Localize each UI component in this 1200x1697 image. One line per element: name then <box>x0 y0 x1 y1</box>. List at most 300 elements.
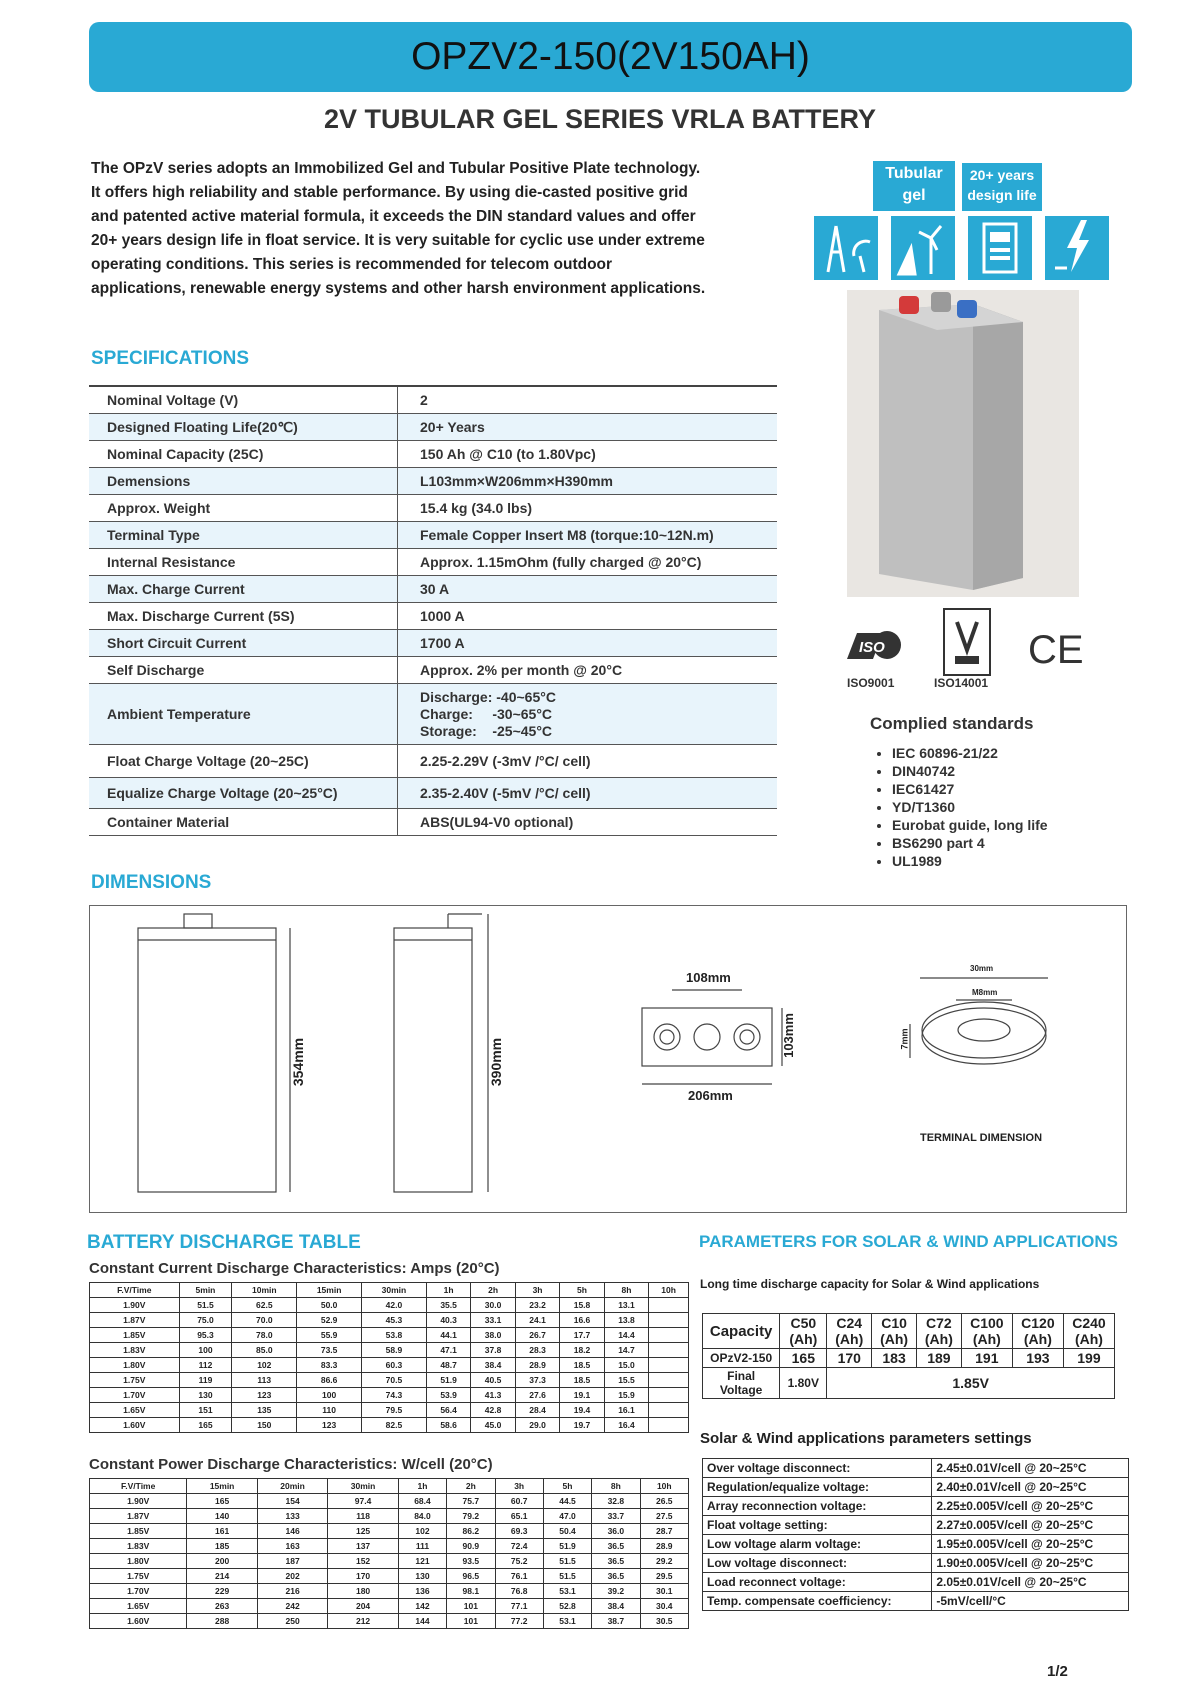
table-cell: 77.2 <box>495 1614 543 1629</box>
table-cell: 214 <box>187 1569 257 1584</box>
standard-item: • Eurobat guide, long life <box>892 816 1172 834</box>
column-header: 10h <box>649 1283 689 1298</box>
table-cell: 119 <box>179 1373 232 1388</box>
table-cell: 16.6 <box>560 1313 604 1328</box>
table-cell: 100 <box>179 1343 232 1358</box>
setting-key: Low voltage alarm voltage: <box>703 1535 932 1554</box>
table-cell: 78.0 <box>232 1328 297 1343</box>
capacity-header: C120 (Ah) <box>1012 1314 1063 1349</box>
ce-mark: CE <box>1028 628 1084 672</box>
table-cell: 50.4 <box>543 1524 591 1539</box>
table-cell: 69.3 <box>495 1524 543 1539</box>
spec-value: 2 <box>398 386 778 414</box>
spec-row <box>89 441 777 468</box>
setting-value: 1.95±0.005V/cell @ 20~25°C <box>932 1535 1129 1554</box>
table-cell: 15.5 <box>604 1373 648 1388</box>
setting-row <box>703 1459 1129 1478</box>
table-cell: 29.5 <box>640 1569 688 1584</box>
table-cell: 130 <box>398 1569 446 1584</box>
table-row <box>90 1403 689 1418</box>
table-cell: 70.5 <box>362 1373 427 1388</box>
table-cell: 84.0 <box>398 1509 446 1524</box>
setting-value: 2.45±0.01V/cell @ 20~25°C <box>932 1459 1129 1478</box>
table-cell: 40.3 <box>426 1313 470 1328</box>
table-cell: 26.7 <box>515 1328 559 1343</box>
table-cell: 18.5 <box>560 1358 604 1373</box>
page-number: 1/2 <box>1047 1663 1068 1680</box>
table-cell: 74.3 <box>362 1388 427 1403</box>
capacity-value: 191 <box>961 1349 1012 1368</box>
standard-item: • UL1989 <box>892 852 1172 870</box>
capacity-value: 165 <box>780 1349 827 1368</box>
subtitle: 2V TUBULAR GEL SERIES VRLA BATTERY <box>323 104 877 134</box>
spec-key: Nominal Capacity (25C) <box>89 441 398 468</box>
capacity-value: 199 <box>1063 1349 1114 1368</box>
spec-row <box>89 657 777 684</box>
table-cell: 44.1 <box>426 1328 470 1343</box>
table-cell: 38.7 <box>592 1614 640 1629</box>
svg-text:ISO: ISO <box>859 639 885 656</box>
feature-design-life: 20+ years design life <box>962 163 1042 211</box>
table-row <box>90 1343 689 1358</box>
intro-paragraph: The OPzV series adopts an Immobilized Gel and Tubular Positive Plate technology. It offers high reliability and stable performance. By using die-casted positive grid and patented active material formula, it exceeds the DIN standard values and offer 20+ years design life in float service. It is very suitable for cyclic use under extreme operating conditions. This series is recommended for telecom outdoor applications, renewable energy systems and other harsh environment applications. <box>91 160 706 297</box>
setting-row <box>703 1516 1129 1535</box>
spec-value: 1000 A <box>398 603 778 630</box>
table-cell <box>649 1358 689 1373</box>
capacity-header: C50 (Ah) <box>780 1314 827 1349</box>
capacity-header-row <box>703 1314 1115 1349</box>
table-cell: 30.0 <box>471 1298 515 1313</box>
spec-key: Demensions <box>89 468 398 495</box>
terminal-outer-label: 30mm <box>970 964 994 973</box>
table-cell: 13.8 <box>604 1313 648 1328</box>
spec-row <box>89 630 777 657</box>
column-header: 2h <box>471 1283 515 1298</box>
spec-row <box>89 414 777 441</box>
capacity-caption: Long time discharge capacity for Solar & Wind applications <box>700 1277 1040 1291</box>
table-cell: 19.7 <box>560 1418 604 1433</box>
setting-row <box>703 1592 1129 1611</box>
column-header: 10h <box>640 1479 688 1494</box>
top-length-label: 206mm <box>688 1088 733 1103</box>
table-cell: 36.0 <box>592 1524 640 1539</box>
table-cell: 51.5 <box>543 1569 591 1584</box>
cc-title: Constant Current Discharge Characteristics: Amps (20°C) <box>89 1260 500 1277</box>
table-cell: 111 <box>398 1539 446 1554</box>
table-cell: 51.9 <box>426 1373 470 1388</box>
table-row <box>90 1584 689 1599</box>
table-cell <box>649 1388 689 1403</box>
constant-power-table <box>89 1478 689 1629</box>
table-cell: 68.4 <box>398 1494 446 1509</box>
table-cell: 60.7 <box>495 1494 543 1509</box>
table-cell: 242 <box>257 1599 327 1614</box>
final-voltage-label: Final Voltage <box>703 1368 780 1399</box>
table-row <box>90 1373 689 1388</box>
table-cell: 19.4 <box>560 1403 604 1418</box>
table-cell: 28.3 <box>515 1343 559 1358</box>
table-cell: 75.0 <box>179 1313 232 1328</box>
table-cell: 77.1 <box>495 1599 543 1614</box>
table-cell: 14.7 <box>604 1343 648 1358</box>
table-cell: 137 <box>328 1539 398 1554</box>
column-header: 2h <box>447 1479 495 1494</box>
table-cell: 37.8 <box>471 1343 515 1358</box>
final-voltage-row <box>703 1368 1115 1399</box>
setting-value: 1.90±0.005V/cell @ 20~25°C <box>932 1554 1129 1573</box>
table-cell: 212 <box>328 1614 398 1629</box>
spec-key: Approx. Weight <box>89 495 398 522</box>
spec-row <box>89 468 777 495</box>
table-cell: 101 <box>447 1599 495 1614</box>
table-cell: 1.75V <box>90 1373 180 1388</box>
spec-row <box>89 745 777 778</box>
capacity-value: 193 <box>1012 1349 1063 1368</box>
capacity-header: C24 (Ah) <box>827 1314 872 1349</box>
setting-row <box>703 1478 1129 1497</box>
column-header: 1h <box>426 1283 470 1298</box>
table-cell: 73.5 <box>297 1343 362 1358</box>
table-cell: 163 <box>257 1539 327 1554</box>
table-cell: 16.4 <box>604 1418 648 1433</box>
table-row <box>90 1494 689 1509</box>
table-cell: 1.90V <box>90 1494 187 1509</box>
table-cell: 82.5 <box>362 1418 427 1433</box>
table-cell: 33.7 <box>592 1509 640 1524</box>
standard-item: • IEC 60896-21/22 <box>892 744 1172 762</box>
table-cell: 28.9 <box>640 1539 688 1554</box>
cp-title: Constant Power Discharge Characteristics: W/cell (20°C) <box>89 1456 493 1473</box>
table-cell: 42.8 <box>471 1403 515 1418</box>
spec-key: Max. Discharge Current (5S) <box>89 603 398 630</box>
table-cell: 152 <box>328 1554 398 1569</box>
temp-charge: Charge: -30~65°C <box>420 705 553 722</box>
table-cell: 16.1 <box>604 1403 648 1418</box>
column-header: 15min <box>297 1283 362 1298</box>
settings-title: Solar & Wind applications parameters settings <box>700 1430 1032 1447</box>
table-cell: 112 <box>179 1358 232 1373</box>
spec-key: Short Circuit Current <box>89 630 398 657</box>
table-cell: 36.5 <box>592 1569 640 1584</box>
table-cell: 38.4 <box>471 1358 515 1373</box>
spec-row <box>89 522 777 549</box>
table-cell: 1.83V <box>90 1539 187 1554</box>
table-cell: 23.2 <box>515 1298 559 1313</box>
capacity-value: 170 <box>827 1349 872 1368</box>
ups-cabinet-icon <box>968 216 1032 280</box>
table-cell: 65.1 <box>495 1509 543 1524</box>
setting-key: Float voltage setting: <box>703 1516 932 1535</box>
table-cell: 144 <box>398 1614 446 1629</box>
table-cell: 28.9 <box>515 1358 559 1373</box>
table-cell <box>649 1313 689 1328</box>
table-cell: 30.5 <box>640 1614 688 1629</box>
capacity-header: C10 (Ah) <box>872 1314 917 1349</box>
table-cell: 51.5 <box>179 1298 232 1313</box>
spec-key: Container Material <box>89 809 398 836</box>
setting-key: Load reconnect voltage: <box>703 1573 932 1592</box>
table-cell: 200 <box>187 1554 257 1569</box>
spec-key: Equalize Charge Voltage (20~25°C) <box>89 778 398 809</box>
table-cell: 51.5 <box>543 1554 591 1569</box>
spec-key: Float Charge Voltage (20~25C) <box>89 745 398 778</box>
table-cell: 44.5 <box>543 1494 591 1509</box>
table-cell: 250 <box>257 1614 327 1629</box>
capacity-value: 189 <box>916 1349 961 1368</box>
table-row <box>90 1599 689 1614</box>
spec-value: 20+ Years <box>398 414 778 441</box>
standard-item: • DIN40742 <box>892 762 1172 780</box>
capacity-model: OPzV2-150 <box>703 1349 780 1368</box>
table-cell: 39.2 <box>592 1584 640 1599</box>
table-cell: 202 <box>257 1569 327 1584</box>
table-cell: 72.4 <box>495 1539 543 1554</box>
specifications-heading: SPECIFICATIONS <box>91 348 249 369</box>
table-cell: 53.1 <box>543 1584 591 1599</box>
spec-value: Female Copper Insert M8 (torque:10~12N.m) <box>398 522 778 549</box>
table-cell: 28.7 <box>640 1524 688 1539</box>
constant-current-table <box>89 1282 689 1433</box>
column-header: 1h <box>398 1479 446 1494</box>
table-cell: 136 <box>398 1584 446 1599</box>
table-cell: 113 <box>232 1373 297 1388</box>
table-cell: 15.8 <box>560 1298 604 1313</box>
capacity-header: C72 (Ah) <box>916 1314 961 1349</box>
table-cell: 24.1 <box>515 1313 559 1328</box>
column-header: 8h <box>604 1283 648 1298</box>
table-cell: 146 <box>257 1524 327 1539</box>
dimensions-heading: DIMENSIONS <box>91 872 212 893</box>
capacity-value: 183 <box>872 1349 917 1368</box>
setting-key: Low voltage disconnect: <box>703 1554 932 1573</box>
cert-label-iso9001: ISO9001 <box>847 676 895 690</box>
table-cell: 102 <box>232 1358 297 1373</box>
table-cell: 1.83V <box>90 1343 180 1358</box>
table-cell: 79.2 <box>447 1509 495 1524</box>
spec-row <box>89 576 777 603</box>
table-cell: 216 <box>257 1584 327 1599</box>
table-cell <box>649 1298 689 1313</box>
setting-row <box>703 1497 1129 1516</box>
table-cell <box>649 1418 689 1433</box>
capacity-table <box>702 1313 1115 1399</box>
table-cell: 130 <box>179 1388 232 1403</box>
table-cell: 142 <box>398 1599 446 1614</box>
table-cell: 13.1 <box>604 1298 648 1313</box>
setting-key: Temp. compensate coefficiency: <box>703 1592 932 1611</box>
table-cell: 86.2 <box>447 1524 495 1539</box>
spec-row <box>89 386 777 414</box>
table-cell: 28.4 <box>515 1403 559 1418</box>
table-row <box>90 1554 689 1569</box>
terminal-inner-label: M8mm <box>972 988 998 997</box>
table-row <box>90 1418 689 1433</box>
table-cell: 1.85V <box>90 1524 187 1539</box>
table-cell: 187 <box>257 1554 327 1569</box>
table-cell: 165 <box>187 1494 257 1509</box>
spec-row <box>89 549 777 576</box>
table-cell: 76.1 <box>495 1569 543 1584</box>
feature-tubular-gel: Tubular gel <box>873 161 955 211</box>
column-header: 3h <box>515 1283 559 1298</box>
final-voltage-c50: 1.80V <box>780 1368 827 1399</box>
table-cell: 125 <box>328 1524 398 1539</box>
spec-value: Approx. 1.15mOhm (fully charged @ 20°C) <box>398 549 778 576</box>
table-cell: 1.60V <box>90 1418 180 1433</box>
spec-value: Approx. 2% per month @ 20°C <box>398 657 778 684</box>
column-header: 30min <box>328 1479 398 1494</box>
table-cell <box>649 1403 689 1418</box>
table-row <box>90 1388 689 1403</box>
specifications-table <box>89 385 777 836</box>
spec-value: 2.25-2.29V (-3mV /°C/ cell) <box>398 745 778 778</box>
table-cell: 41.3 <box>471 1388 515 1403</box>
terminal-height-label: 7mm <box>899 1028 910 1050</box>
table-cell: 45.3 <box>362 1313 427 1328</box>
table-cell: 95.3 <box>179 1328 232 1343</box>
terminal-dimension-label: TERMINAL DIMENSION <box>920 1132 1043 1144</box>
setting-row <box>703 1573 1129 1592</box>
table-cell: 29.0 <box>515 1418 559 1433</box>
setting-key: Array reconnection voltage: <box>703 1497 932 1516</box>
table-cell: 1.65V <box>90 1599 187 1614</box>
capacity-header-label: Capacity <box>703 1314 780 1349</box>
table-cell: 29.2 <box>640 1554 688 1569</box>
cert-label-iso14001: ISO14001 <box>934 676 989 690</box>
table-cell: 180 <box>328 1584 398 1599</box>
telecom-tower-icon <box>814 216 878 280</box>
spec-key: Internal Resistance <box>89 549 398 576</box>
table-cell: 60.3 <box>362 1358 427 1373</box>
table-cell: 288 <box>187 1614 257 1629</box>
table-cell: 14.4 <box>604 1328 648 1343</box>
table-cell: 53.1 <box>543 1614 591 1629</box>
table-cell: 38.4 <box>592 1599 640 1614</box>
setting-value: 2.05±0.01V/cell @ 20~25°C <box>932 1573 1129 1592</box>
table-cell: 170 <box>328 1569 398 1584</box>
column-header: 10min <box>232 1283 297 1298</box>
table-cell: 70.0 <box>232 1313 297 1328</box>
table-cell: 36.5 <box>592 1554 640 1569</box>
table-cell: 56.4 <box>426 1403 470 1418</box>
table-cell: 161 <box>187 1524 257 1539</box>
table-cell: 52.8 <box>543 1599 591 1614</box>
power-plug-icon <box>1045 216 1109 280</box>
table-cell: 1.70V <box>90 1584 187 1599</box>
final-voltage-rest: 1.85V <box>827 1368 1115 1399</box>
spec-value: 150 Ah @ C10 (to 1.80Vpc) <box>398 441 778 468</box>
table-cell: 1.80V <box>90 1358 180 1373</box>
battery-photo <box>847 290 1079 597</box>
top-width-label: 108mm <box>686 970 731 985</box>
column-header: 5min <box>179 1283 232 1298</box>
table-row <box>90 1569 689 1584</box>
table-cell: 17.7 <box>560 1328 604 1343</box>
setting-value: 2.25±0.005V/cell @ 20~25°C <box>932 1497 1129 1516</box>
table-cell: 32.8 <box>592 1494 640 1509</box>
column-header: 8h <box>592 1479 640 1494</box>
table-cell: 204 <box>328 1599 398 1614</box>
table-cell: 100 <box>297 1388 362 1403</box>
spec-value <box>398 684 778 745</box>
table-cell: 40.5 <box>471 1373 515 1388</box>
column-header: 5h <box>560 1283 604 1298</box>
table-cell: 140 <box>187 1509 257 1524</box>
table-cell: 229 <box>187 1584 257 1599</box>
column-header: 30min <box>362 1283 427 1298</box>
table-cell: 51.9 <box>543 1539 591 1554</box>
table-cell: 18.2 <box>560 1343 604 1358</box>
dimension-drawings <box>90 906 1126 1212</box>
table-cell: 76.8 <box>495 1584 543 1599</box>
dimensions-drawing-box <box>89 905 1127 1213</box>
table-cell: 53.9 <box>426 1388 470 1403</box>
table-cell: 33.1 <box>471 1313 515 1328</box>
table-cell: 97.4 <box>328 1494 398 1509</box>
table-cell: 1.87V <box>90 1313 180 1328</box>
spec-key: Ambient Temperature <box>89 684 398 745</box>
spec-row <box>89 495 777 522</box>
column-header: 5h <box>543 1479 591 1494</box>
column-header: 3h <box>495 1479 543 1494</box>
table-cell: 151 <box>179 1403 232 1418</box>
table-cell: 50.0 <box>297 1298 362 1313</box>
spec-key: Max. Charge Current <box>89 576 398 603</box>
standard-item: • YD/T1360 <box>892 798 1172 816</box>
table-cell: 101 <box>447 1614 495 1629</box>
table-cell: 47.1 <box>426 1343 470 1358</box>
table-cell: 154 <box>257 1494 327 1509</box>
standards-title: Complied standards <box>870 714 1034 733</box>
table-row <box>90 1614 689 1629</box>
spec-row <box>89 684 777 745</box>
table-cell: 30.1 <box>640 1584 688 1599</box>
iso14001-logo <box>943 608 991 676</box>
table-cell: 75.2 <box>495 1554 543 1569</box>
table-cell: 75.7 <box>447 1494 495 1509</box>
table-cell: 52.9 <box>297 1313 362 1328</box>
standard-item: • IEC61427 <box>892 780 1172 798</box>
table-cell: 118 <box>328 1509 398 1524</box>
iso9001-logo <box>843 627 905 663</box>
spec-key: Designed Floating Life(20℃) <box>89 414 398 441</box>
table-cell: 85.0 <box>232 1343 297 1358</box>
column-header: F.V/Time <box>90 1283 180 1298</box>
table-cell: 58.6 <box>426 1418 470 1433</box>
setting-key: Over voltage disconnect: <box>703 1459 932 1478</box>
table-cell: 96.5 <box>447 1569 495 1584</box>
table-header-row <box>90 1283 689 1298</box>
table-cell: 263 <box>187 1599 257 1614</box>
spec-key: Terminal Type <box>89 522 398 549</box>
table-cell: 36.5 <box>592 1539 640 1554</box>
table-cell: 19.1 <box>560 1388 604 1403</box>
setting-row <box>703 1535 1129 1554</box>
table-cell: 27.5 <box>640 1509 688 1524</box>
settings-table <box>702 1458 1129 1611</box>
standards-list <box>870 744 1172 870</box>
spec-value: L103mm×W206mm×H390mm <box>398 468 778 495</box>
table-cell: 1.60V <box>90 1614 187 1629</box>
capacity-header: C100 (Ah) <box>961 1314 1012 1349</box>
table-cell: 45.0 <box>471 1418 515 1433</box>
column-header: F.V/Time <box>90 1479 187 1494</box>
table-cell: 98.1 <box>447 1584 495 1599</box>
table-cell: 93.5 <box>447 1554 495 1569</box>
table-cell: 102 <box>398 1524 446 1539</box>
solar-heading: PARAMETERS FOR SOLAR & WIND APPLICATIONS <box>699 1232 1119 1251</box>
capacity-row <box>703 1349 1115 1368</box>
